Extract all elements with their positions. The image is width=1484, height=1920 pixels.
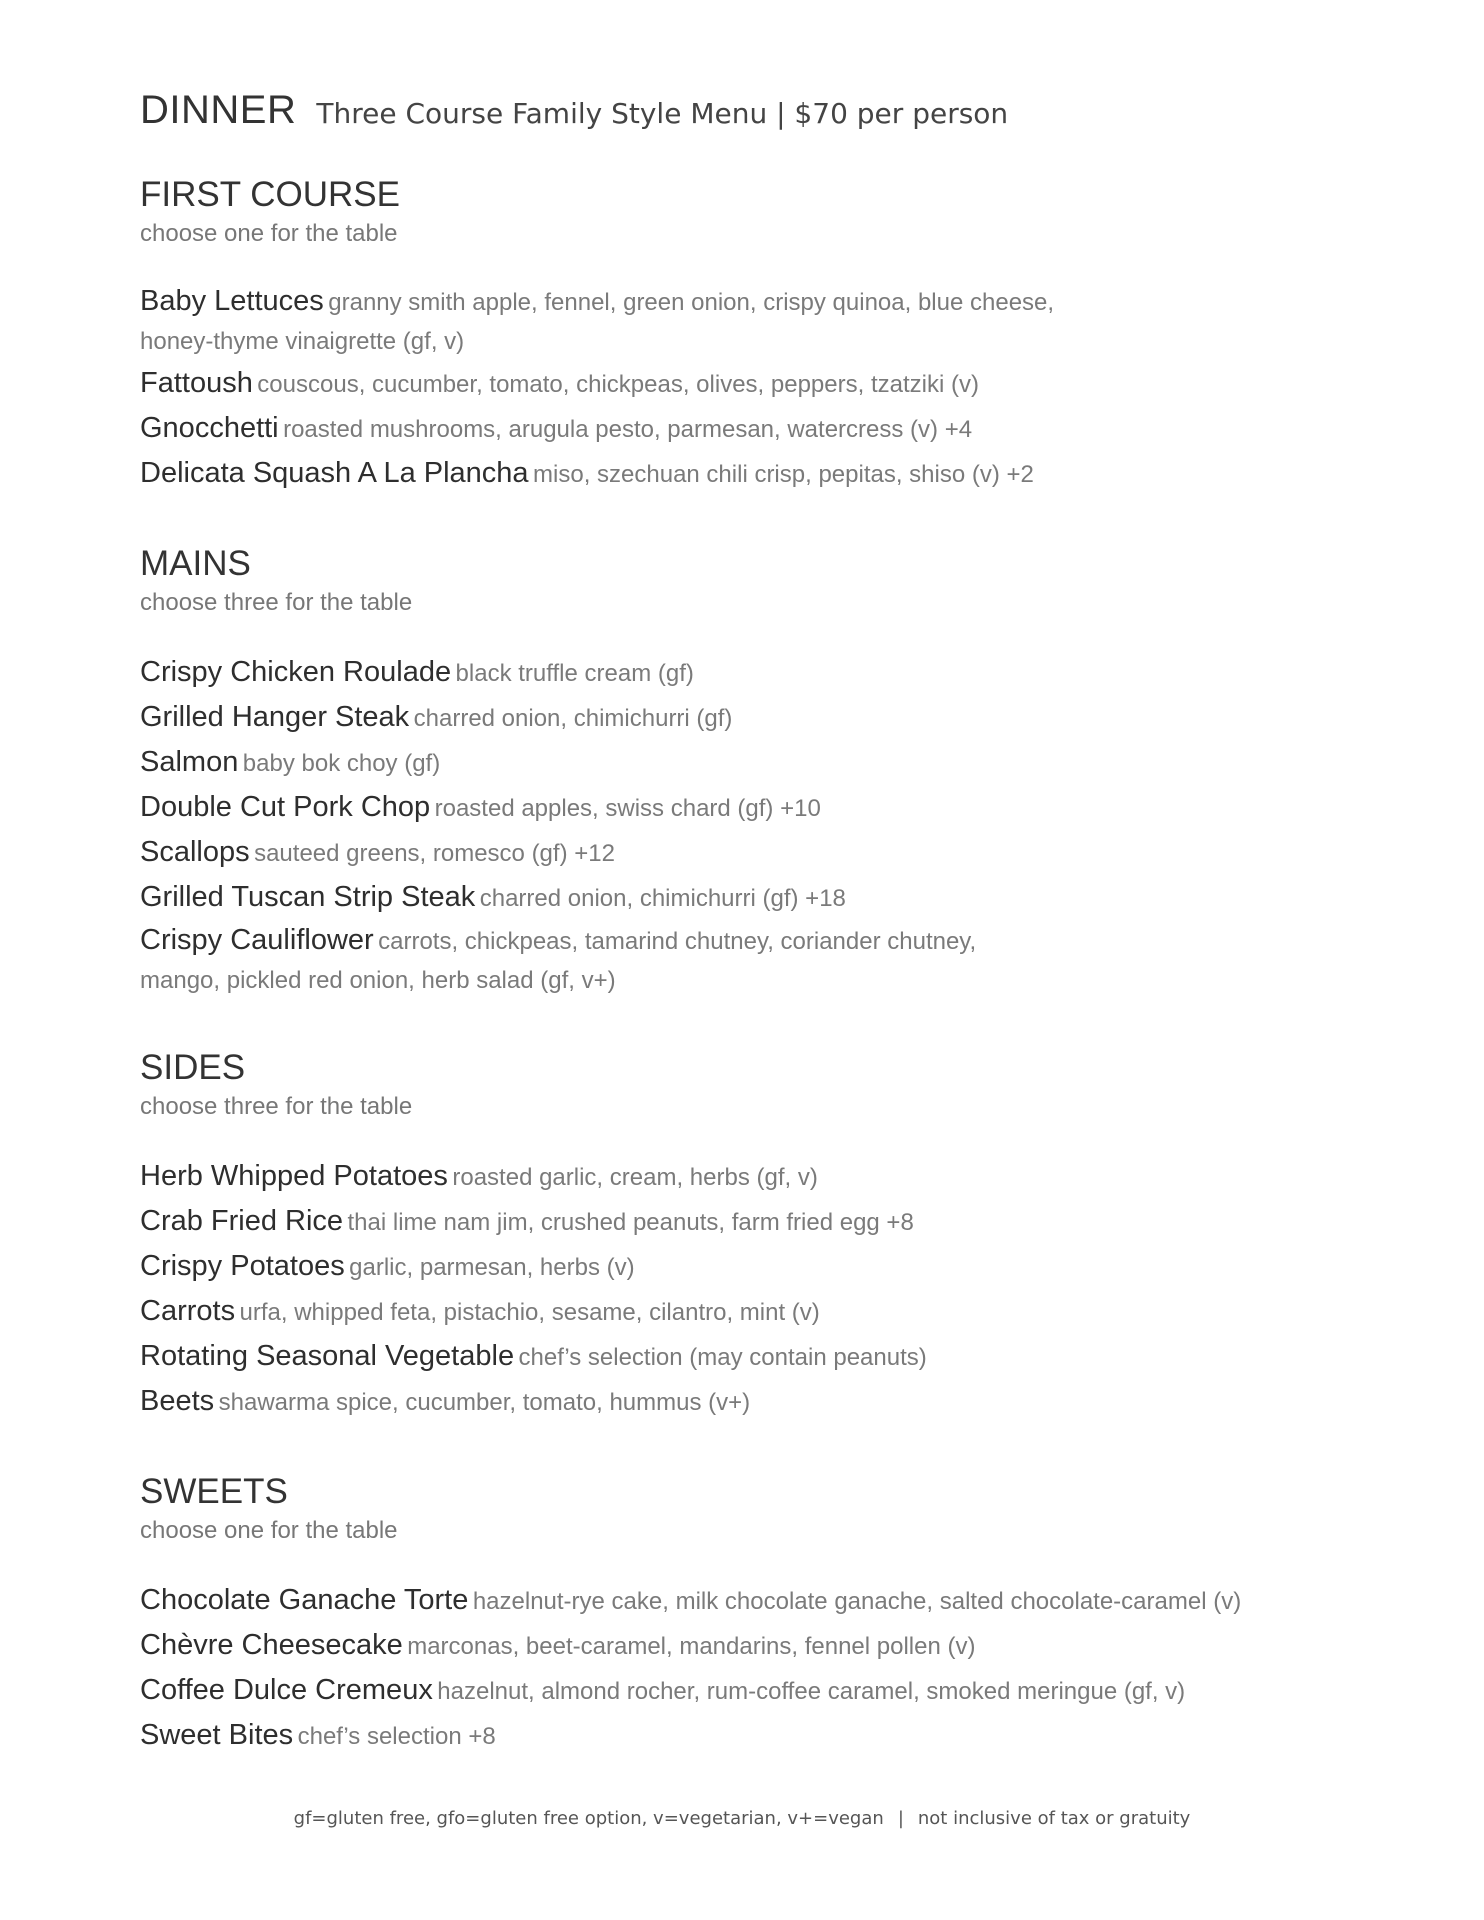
item-description: roasted garlic, cream, herbs (gf, v) [452, 1164, 818, 1191]
item-name: Salmon [140, 746, 239, 778]
menu-item [140, 1246, 1340, 1291]
menu-item [140, 363, 1340, 408]
section-mains [140, 544, 1340, 1002]
menu-item [140, 453, 1340, 498]
item-name: Crispy Chicken Roulade [140, 656, 452, 688]
menu-header [140, 88, 1340, 133]
menu-item [140, 877, 1340, 922]
item-description: granny smith apple, fennel, green onion, crispy quinoa, blue cheese, honey-thyme vinaigrette (gf, v) [140, 289, 1055, 355]
footer-separator: | [897, 1808, 904, 1829]
section-sweets [140, 1472, 1340, 1760]
item-description: charred onion, chimichurri (gf) +18 [479, 885, 846, 912]
menu-items [140, 652, 1340, 1002]
menu-item [140, 1336, 1340, 1381]
item-description: hazelnut-rye cake, milk chocolate ganache, salted chocolate-caramel (v) [472, 1588, 1242, 1615]
item-description: urfa, whipped feta, pistachio, sesame, cilantro, mint (v) [239, 1299, 820, 1326]
item-name: Herb Whipped Potatoes [140, 1160, 448, 1192]
item-name: Rotating Seasonal Vegetable [140, 1340, 515, 1372]
item-description: charred onion, chimichurri (gf) [413, 705, 733, 732]
section-note: choose one for the table [140, 1517, 398, 1544]
menu-page [140, 88, 1340, 1760]
item-name: Double Cut Pork Chop [140, 791, 431, 823]
item-description: couscous, cucumber, tomato, chickpeas, olives, peppers, tzatziki (v) [257, 371, 979, 398]
menu-item [140, 283, 1120, 363]
section-first-course [140, 175, 1340, 498]
section-note: choose three for the table [140, 589, 413, 616]
item-name: Crab Fried Rice [140, 1205, 344, 1237]
item-name: Beets [140, 1385, 215, 1417]
item-description: chef’s selection (may contain peanuts) [518, 1344, 927, 1371]
item-description: roasted mushrooms, arugula pesto, parmesan, watercress (v) +4 [283, 416, 973, 443]
section-title: MAINS [140, 544, 251, 583]
section-note: choose three for the table [140, 1093, 413, 1120]
item-name: Scallops [140, 836, 250, 868]
item-name: Grilled Hanger Steak [140, 701, 410, 733]
menu-items [140, 1156, 1340, 1426]
menu-item [140, 1670, 1340, 1715]
item-name: Fattoush [140, 367, 253, 399]
item-description: chef’s selection +8 [297, 1723, 496, 1750]
item-name: Baby Lettuces [140, 285, 324, 317]
item-name: Coffee Dulce Cremeux [140, 1674, 433, 1706]
item-description: thai lime nam jim, crushed peanuts, farm fried egg +8 [347, 1209, 914, 1236]
menu-items [140, 283, 1340, 498]
menu-item [140, 697, 1340, 742]
menu-footer [0, 1808, 1484, 1829]
menu-item [140, 787, 1340, 832]
item-name: Chèvre Cheesecake [140, 1629, 403, 1661]
menu-item [140, 832, 1340, 877]
item-name: Crispy Cauliflower [140, 924, 374, 956]
menu-item [140, 408, 1340, 453]
item-name: Gnocchetti [140, 412, 279, 444]
item-description: marconas, beet-caramel, mandarins, fennel pollen (v) [407, 1633, 976, 1660]
section-title: SIDES [140, 1048, 246, 1087]
menu-item [140, 1381, 1340, 1426]
menu-item [140, 1156, 1340, 1201]
menu-subtitle: Three Course Family Style Menu | $70 per person [316, 97, 1009, 130]
menu-item [140, 1291, 1340, 1336]
dietary-legend: gf=gluten free, gfo=gluten free option, v=vegetarian, v+=vegan [293, 1808, 884, 1829]
item-name: Delicata Squash A La Plancha [140, 457, 529, 489]
item-name: Carrots [140, 1295, 236, 1327]
item-description: roasted apples, swiss chard (gf) +10 [434, 795, 821, 822]
menu-item [140, 922, 1040, 1002]
item-description: hazelnut, almond rocher, rum-coffee caramel, smoked meringue (gf, v) [437, 1678, 1186, 1705]
section-title: SWEETS [140, 1472, 288, 1511]
menu-items [140, 1580, 1340, 1760]
item-description: garlic, parmesan, herbs (v) [349, 1254, 635, 1281]
menu-title: DINNER [140, 88, 297, 132]
item-description: shawarma spice, cucumber, tomato, hummus (v+) [218, 1389, 751, 1416]
item-name: Chocolate Ganache Torte [140, 1584, 469, 1616]
item-description: carrots, chickpeas, tamarind chutney, coriander chutney, mango, pickled red onion, herb salad (gf, v+) [140, 928, 977, 994]
tax-note: not inclusive of tax or gratuity [917, 1808, 1191, 1829]
item-description: miso, szechuan chili crisp, pepitas, shiso (v) +2 [533, 461, 1034, 488]
menu-item [140, 1715, 1340, 1760]
menu-item [140, 742, 1340, 787]
item-description: black truffle cream (gf) [455, 660, 694, 687]
section-sides [140, 1048, 1340, 1426]
section-title: FIRST COURSE [140, 175, 400, 214]
item-name: Crispy Potatoes [140, 1250, 345, 1282]
menu-item [140, 1625, 1340, 1670]
item-name: Sweet Bites [140, 1719, 294, 1751]
item-name: Grilled Tuscan Strip Steak [140, 881, 476, 913]
menu-item [140, 652, 1340, 697]
menu-item [140, 1580, 1340, 1625]
section-note: choose one for the table [140, 220, 398, 247]
item-description: sauteed greens, romesco (gf) +12 [254, 840, 615, 867]
item-description: baby bok choy (gf) [242, 750, 441, 777]
menu-item [140, 1201, 1340, 1246]
